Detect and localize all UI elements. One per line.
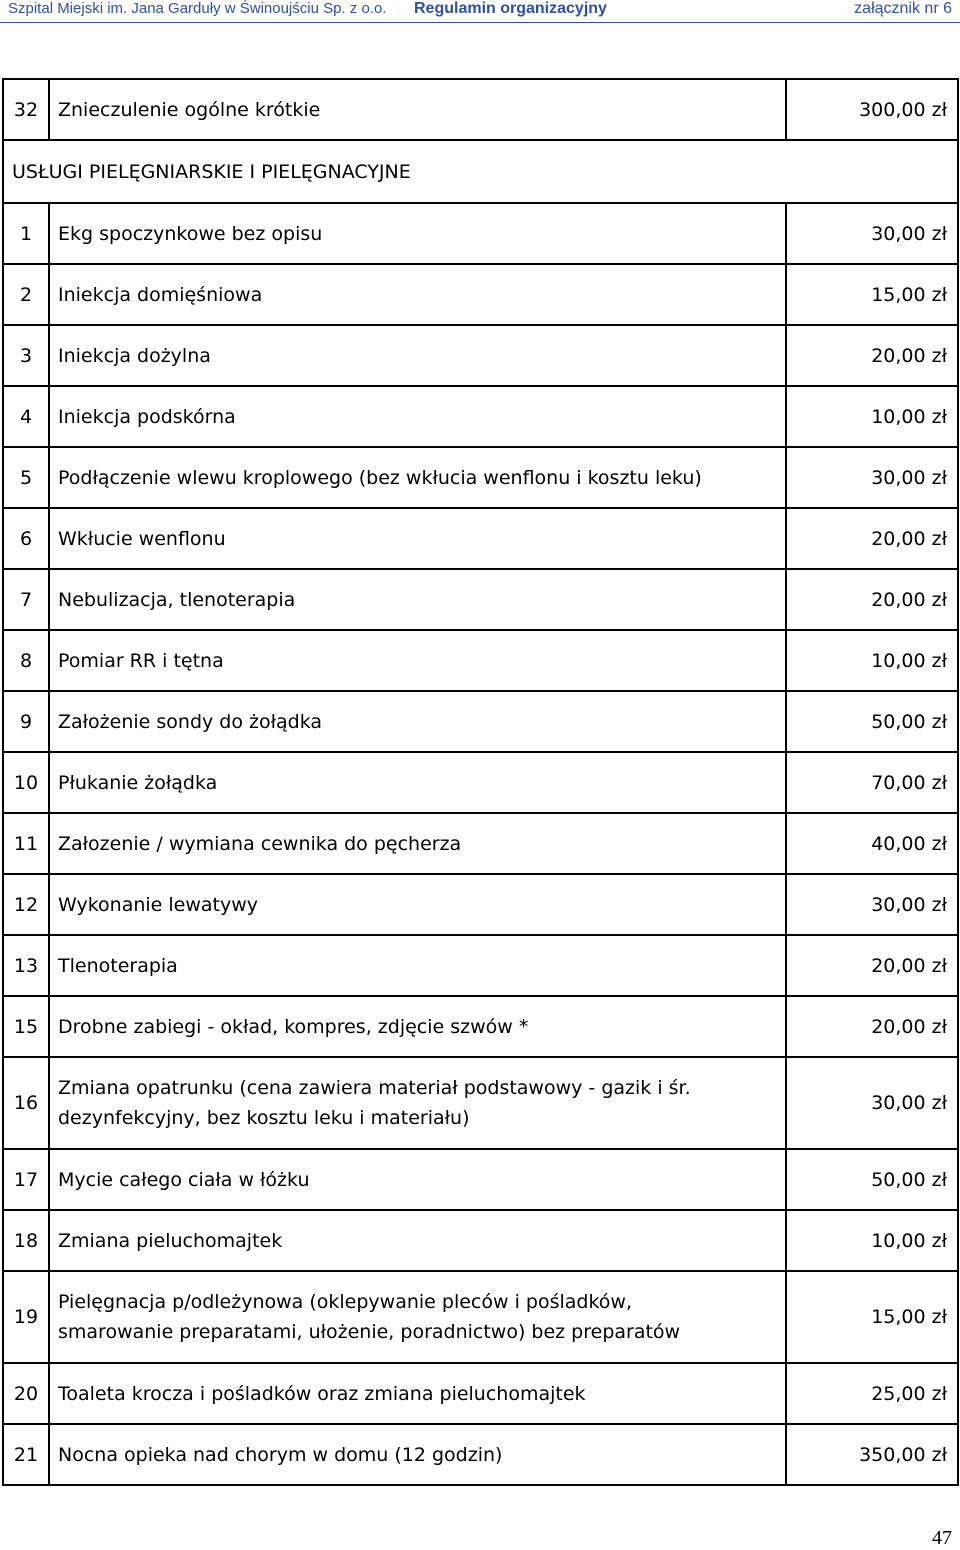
row-description: Ekg spoczynkowe bez opisu bbox=[49, 203, 786, 264]
attachment-label: załącznik nr 6 bbox=[854, 0, 952, 17]
row-description: Założenie sondy do żołądka bbox=[49, 691, 786, 752]
row-number: 7 bbox=[3, 569, 49, 630]
row-price: 10,00 zł bbox=[786, 1210, 958, 1271]
table-row bbox=[3, 996, 958, 1057]
row-number: 16 bbox=[3, 1057, 49, 1149]
row-description: Iniekcja domięśniowa bbox=[49, 264, 786, 325]
row-number: 11 bbox=[3, 813, 49, 874]
row-description: Załozenie / wymiana cewnika do pęcherza bbox=[49, 813, 786, 874]
row-number: 32 bbox=[3, 79, 49, 140]
row-description bbox=[49, 1271, 786, 1363]
row-price: 300,00 zł bbox=[786, 79, 958, 140]
row-price: 20,00 zł bbox=[786, 569, 958, 630]
row-number: 20 bbox=[3, 1363, 49, 1424]
row-price: 20,00 zł bbox=[786, 325, 958, 386]
table-row bbox=[3, 1424, 958, 1485]
table-row bbox=[3, 813, 958, 874]
row-description-line: dezynfekcyjny, bez kosztu leku i materiału) bbox=[58, 1107, 470, 1129]
row-description-line: smarowanie preparatami, ułożenie, poradnictwo) bez preparatów bbox=[58, 1321, 681, 1343]
row-number: 17 bbox=[3, 1149, 49, 1210]
header-divider bbox=[0, 22, 960, 23]
table-row bbox=[3, 1210, 958, 1271]
row-description: Wkłucie wenflonu bbox=[49, 508, 786, 569]
row-number: 19 bbox=[3, 1271, 49, 1363]
row-number: 4 bbox=[3, 386, 49, 447]
row-number: 21 bbox=[3, 1424, 49, 1485]
row-price: 30,00 zł bbox=[786, 447, 958, 508]
row-price: 20,00 zł bbox=[786, 935, 958, 996]
row-description: Tlenoterapia bbox=[49, 935, 786, 996]
section-title: USŁUGI PIELĘGNIARSKIE I PIELĘGNACYJNE bbox=[3, 140, 958, 203]
row-price: 70,00 zł bbox=[786, 752, 958, 813]
row-description: Zmiana pieluchomajtek bbox=[49, 1210, 786, 1271]
row-description: Iniekcja dożylna bbox=[49, 325, 786, 386]
row-price: 10,00 zł bbox=[786, 630, 958, 691]
table-row bbox=[3, 1363, 958, 1424]
row-price: 40,00 zł bbox=[786, 813, 958, 874]
row-description: Podłączenie wlewu kroplowego (bez wkłucia wenflonu i kosztu leku) bbox=[49, 447, 786, 508]
row-number: 8 bbox=[3, 630, 49, 691]
row-price: 25,00 zł bbox=[786, 1363, 958, 1424]
row-number: 15 bbox=[3, 996, 49, 1057]
table-row bbox=[3, 264, 958, 325]
page-header bbox=[0, 0, 960, 22]
row-price: 350,00 zł bbox=[786, 1424, 958, 1485]
table-row bbox=[3, 325, 958, 386]
row-number: 12 bbox=[3, 874, 49, 935]
row-number: 13 bbox=[3, 935, 49, 996]
row-price: 15,00 zł bbox=[786, 1271, 958, 1363]
row-number: 2 bbox=[3, 264, 49, 325]
row-description: Nocna opieka nad chorym w domu (12 godzin) bbox=[49, 1424, 786, 1485]
row-number: 3 bbox=[3, 325, 49, 386]
row-price: 50,00 zł bbox=[786, 691, 958, 752]
row-price: 20,00 zł bbox=[786, 996, 958, 1057]
table-row bbox=[3, 508, 958, 569]
table-row bbox=[3, 1057, 958, 1149]
table-row bbox=[3, 1271, 958, 1363]
row-price: 30,00 zł bbox=[786, 1057, 958, 1149]
table-row bbox=[3, 569, 958, 630]
table-row bbox=[3, 203, 958, 264]
table-row bbox=[3, 752, 958, 813]
row-description: Nebulizacja, tlenoterapia bbox=[49, 569, 786, 630]
row-price: 50,00 zł bbox=[786, 1149, 958, 1210]
row-price: 20,00 zł bbox=[786, 508, 958, 569]
hospital-name: Szpital Miejski im. Jana Garduły w Świnoujściu Sp. z o.o. bbox=[8, 0, 387, 17]
row-description-line: Zmiana opatrunku (cena zawiera materiał podstawowy - gazik i śr. bbox=[58, 1077, 691, 1099]
row-number: 18 bbox=[3, 1210, 49, 1271]
document-title: Regulamin organizacyjny bbox=[414, 0, 607, 17]
table-row bbox=[3, 874, 958, 935]
row-price: 10,00 zł bbox=[786, 386, 958, 447]
row-description: Toaleta krocza i pośladków oraz zmiana pieluchomajtek bbox=[49, 1363, 786, 1424]
row-description: Znieczulenie ogólne krótkie bbox=[49, 79, 786, 140]
table-row bbox=[3, 447, 958, 508]
row-number: 10 bbox=[3, 752, 49, 813]
row-number: 9 bbox=[3, 691, 49, 752]
row-price: 15,00 zł bbox=[786, 264, 958, 325]
row-description: Płukanie żołądka bbox=[49, 752, 786, 813]
row-number: 6 bbox=[3, 508, 49, 569]
section-header-row bbox=[3, 140, 958, 203]
row-description: Pomiar RR i tętna bbox=[49, 630, 786, 691]
table-row bbox=[3, 691, 958, 752]
row-price: 30,00 zł bbox=[786, 874, 958, 935]
table-row bbox=[3, 935, 958, 996]
row-description bbox=[49, 1057, 786, 1149]
row-description: Wykonanie lewatywy bbox=[49, 874, 786, 935]
row-price: 30,00 zł bbox=[786, 203, 958, 264]
page-number: 47 bbox=[932, 1527, 952, 1549]
row-number: 5 bbox=[3, 447, 49, 508]
table-row bbox=[3, 79, 958, 140]
price-table bbox=[2, 78, 959, 1486]
table-row bbox=[3, 1149, 958, 1210]
row-description: Iniekcja podskórna bbox=[49, 386, 786, 447]
row-number: 1 bbox=[3, 203, 49, 264]
table-row bbox=[3, 386, 958, 447]
row-description-line: Pielęgnacja p/odleżynowa (oklepywanie pleców i pośladków, bbox=[58, 1291, 632, 1313]
row-description: Drobne zabiegi - okład, kompres, zdjęcie szwów * bbox=[49, 996, 786, 1057]
table-row bbox=[3, 630, 958, 691]
row-description: Mycie całego ciała w łóżku bbox=[49, 1149, 786, 1210]
